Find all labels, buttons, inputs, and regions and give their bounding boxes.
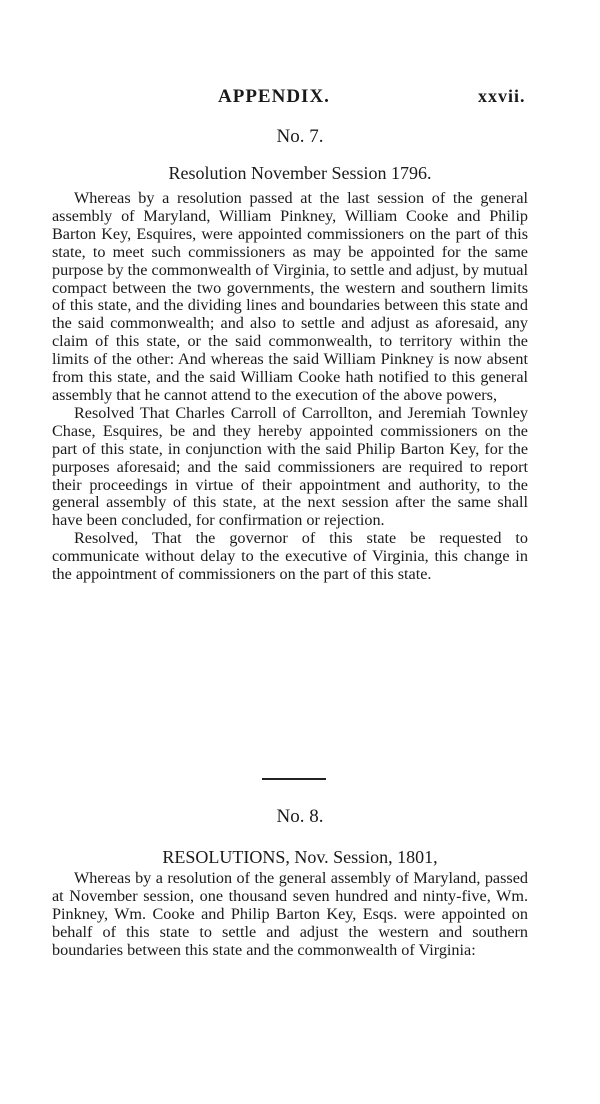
paragraph: Resolved, That the governor of this state be requested to communicate without delay to the executive of Virginia, this change in the appointment of commissioners on the part of this state.	[52, 529, 528, 584]
section-divider	[262, 778, 326, 780]
running-head: APPENDIX.	[218, 86, 330, 107]
section-body-8	[52, 870, 528, 960]
section-number-8: No. 8.	[276, 806, 324, 827]
paragraph: Resolved That Charles Carroll of Carrollton, and Jeremiah Townley Chase, Esquires, be and they hereby appointed commissioners on the part of this state, in conjunction with the said Philip Barton Key, for the purposes aforesaid; and the said commissioners are required to report their proceedings in virtue of their appointment and authority, to the general assembly of this state, at the next session after the same shall have been concluded, for confirmation or rejection.	[52, 403, 528, 530]
section-title-8: RESOLUTIONS, Nov. Session, 1801,	[162, 847, 438, 867]
section-title-7: Resolution November Session 1796.	[168, 163, 432, 183]
page-header	[0, 86, 600, 112]
page-number: xxvii.	[478, 86, 526, 106]
paragraph: Whereas by a resolution of the general assembly of Maryland, passed at November session, one thousand seven hundred and ninty-five, Wm. Pinkney, Wm. Cooke and Philip Barton Key, Esqs. were appointed on behalf of this state to settle and adjust the western and southern boundaries between this state and the commonwealth of Virginia:	[52, 869, 528, 959]
paragraph: Whereas by a resolution passed at the last session of the general assembly of Maryland, William Pinkney, William Cooke and Philip Barton Key, Esquires, were appointed commissioners on the part of this state, to meet such commissioners as may be appointed for the same purpose by the commonwealth of Virginia, to settle and adjust, by mutual compact between the two governments, the western and southern limits of this state, and the dividing lines and boundaries between this state and the said commonwealth; and also to settle and adjust as aforesaid, any claim of this state, or the said commonwealth, to territory within the limits of the other: And whereas the said William Pinkney is now absent from this state, and the said William Cooke hath notified to this general assembly that he cannot attend to the execution of the above powers,	[52, 189, 528, 404]
section-number-7: No. 7.	[276, 126, 324, 147]
section-body-7	[52, 190, 528, 584]
